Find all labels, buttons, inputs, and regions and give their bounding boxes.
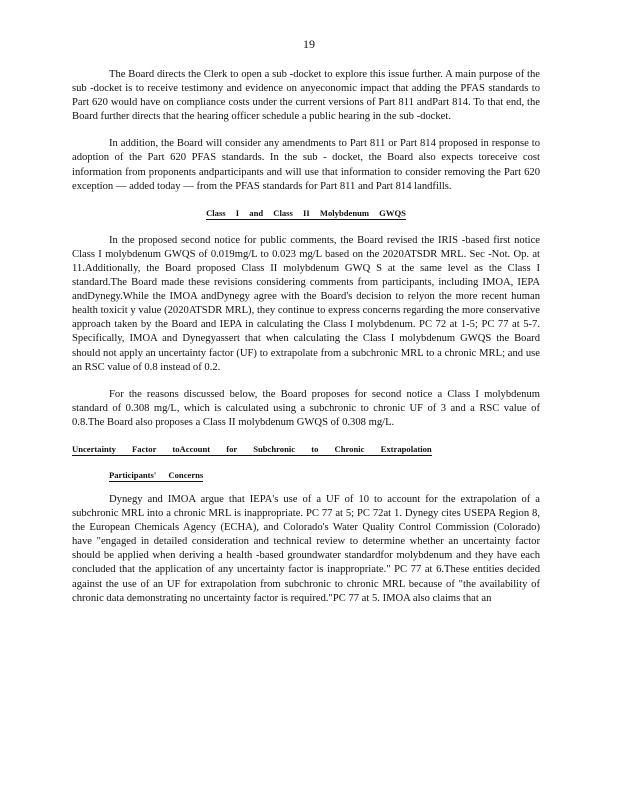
subsubsection-heading — [109, 469, 540, 481]
page-number: 19 — [303, 37, 315, 51]
document-body — [72, 68, 540, 619]
section-heading-text: Class I and Class II Molybdenum GWQS — [206, 207, 406, 218]
paragraph-second-notice: In the proposed second notice for public comments, the Board revised the IRIS -based first notice Class I molybdenum GWQS of 0.019mg/L to 0.023 mg/L based on the 2020ATSDR MRL. Sec -Not. Op. at 11.Additionally, the Board proposed Class II molybdenum GWQ S at the same level as the Class I standard.The Board made these revisions considering comments from participants, including IMOA, IEPA andDynegy.While the IMOA andDynegy agree with the Board's decision to relyon the more recent human health toxicit y value (2020ATSDR MRL), they continue to express concerns regarding the more conservative approach taken by the Board and IEPA in calculating the Class I molybdenum. PC 72 at 1-5; PC 77 at 5-7. Specifically, IMOA and Dynegyassert that when calculating the Class I molybdenum GWQS the Board should not apply an uncertainty factor (UF) to extrapolate from a subchronic MRL to a chronic MRL; and use an RSC value of 0.8 instead of 0.2. — [72, 234, 540, 373]
subsection-heading — [72, 443, 540, 455]
paragraph-subdocket: The Board directs the Clerk to open a sub -docket to explore this issue further. A main purpose of the sub -docket is to receive testimony and evidence on anyeconomic impact that adding the PFAS standards to Part 620 would have on compliance costs under the current versions of Part 811 andPart 814. To that end, the Board further directs that the hearing officer schedule a public hearing in the sub -docket. — [72, 69, 540, 123]
paragraph-proposal: For the reasons discussed below, the Board proposes for second notice a Class I molybdenum standard of 0.308 mg/L, which is calculated using a subchronic to chronic UF of 3 and a RSC value of 0.8.The Board also proposes a Class II molybdenum GWQS of 0.308 mg/L. — [72, 388, 540, 428]
paragraph-participant-concerns: Dynegy and IMOA argue that IEPA's use of a UF of 10 to account for the extrapolation of a subchronic MRL into a chronic MRL is inappropriate. PC 77 at 5; PC 72at 1. Dynegy cites USEPA Region 8, the European Chemicals Agency (ECHA), and Colorado's Water Quality Control Commission (Colorado) have "engaged in detailed consideration and technical review to determine whether an uncertainty factor should be applied when deriving a health -based groundwater standardfor molybdenum and they have each concluded that the application of any uncertainty factor is inappropriate." PC 77 at 6.These entities decided against the use of an UF for extrapolation from subchronic to chronic MRL because of "the availability of chronic data demonstrating no uncertainty factor is required."PC 77 at 5. IMOA also claims that an — [72, 493, 540, 604]
subsection-heading-text: Uncertainty Factor toAccount for Subchronic to Chronic Extrapolation — [72, 443, 432, 454]
paragraph-amendments: In addition, the Board will consider any amendments to Part 811 or Part 814 proposed in response to adoption of the Part 620 PFAS standards. In the sub - docket, the Board also expects toreceive cost information from proponents andparticipants and will use that information to consider removing the Part 620 exception — added today — from the PFAS standards for Part 811 and Part 814 landfills. — [72, 138, 540, 192]
section-heading — [72, 207, 540, 219]
subsubsection-heading-text: Participants' Concerns — [109, 469, 204, 480]
